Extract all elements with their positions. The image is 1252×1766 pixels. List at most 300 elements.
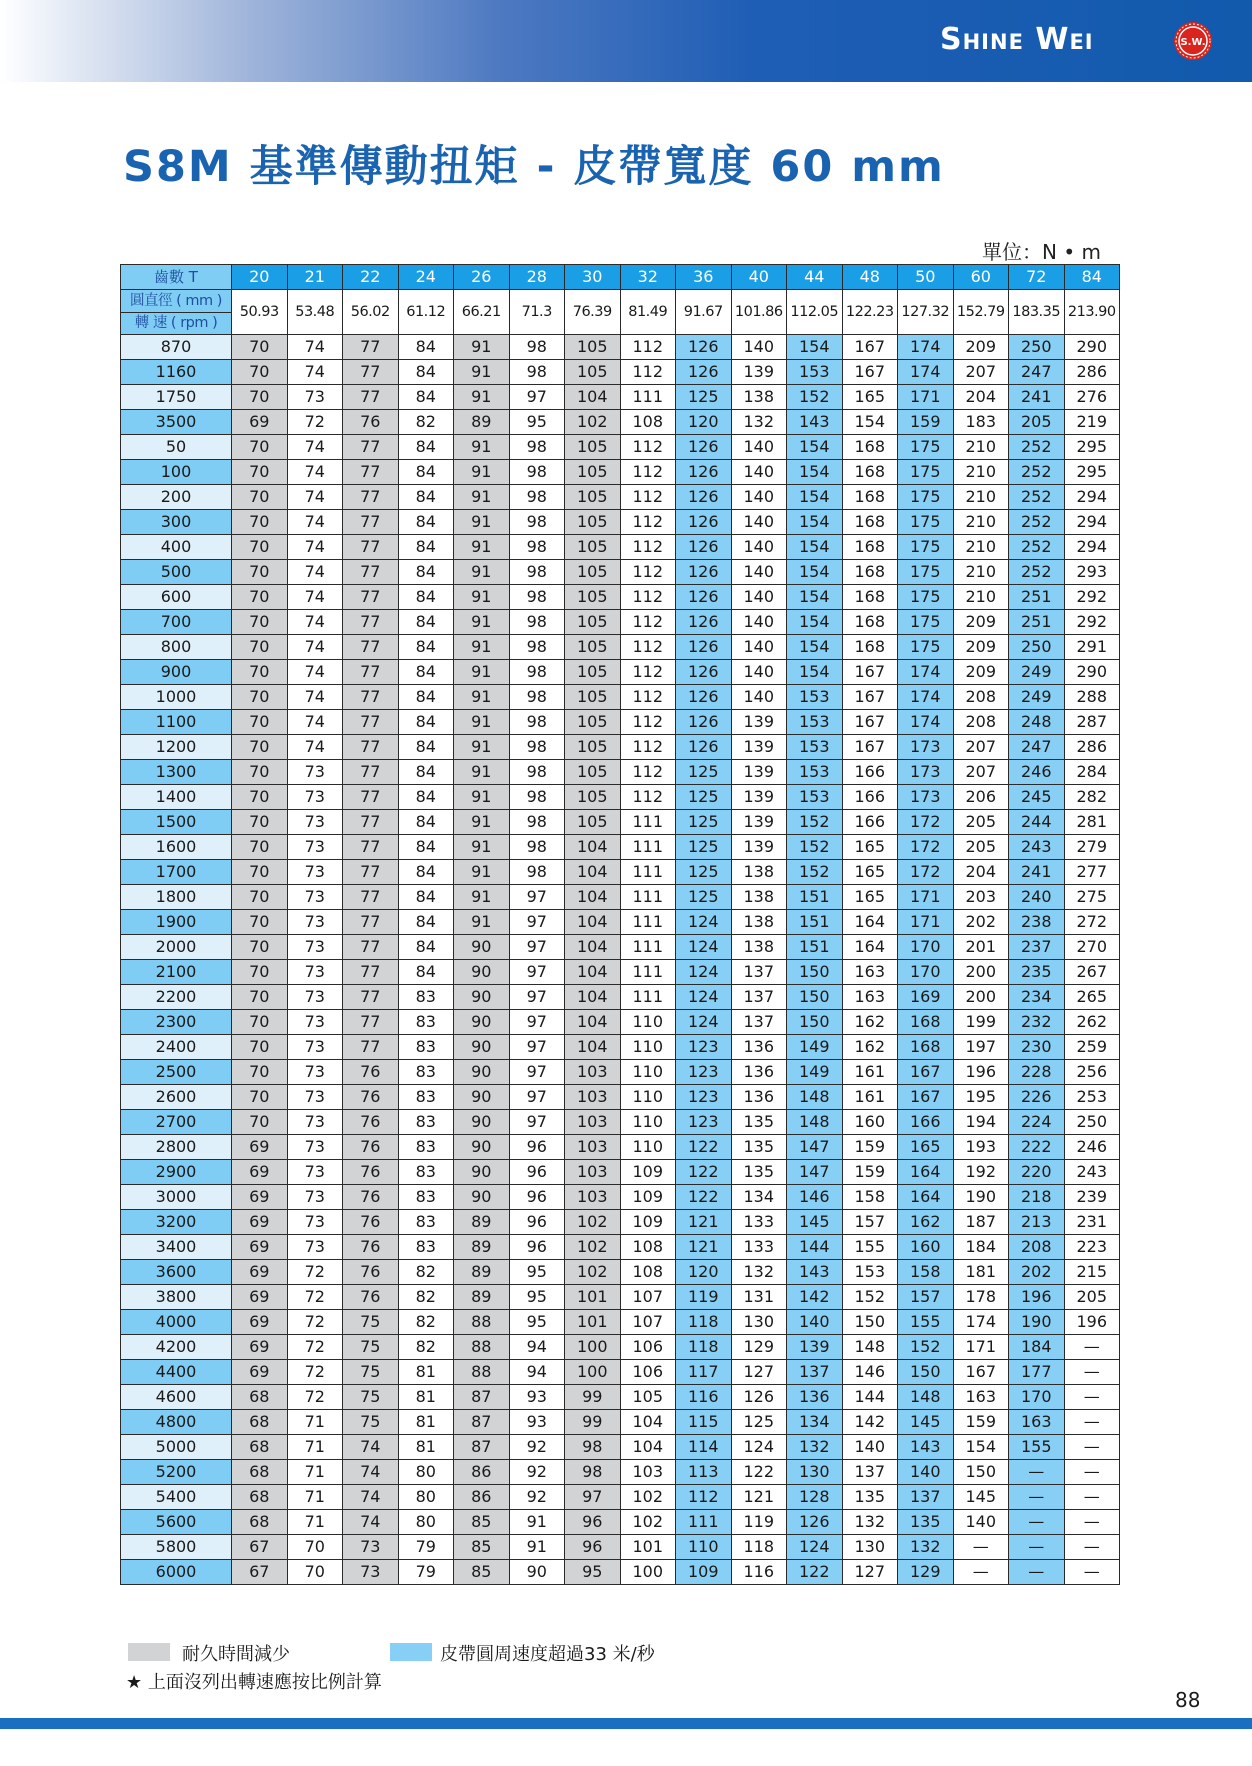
torque-cell: 83 (398, 1210, 454, 1235)
torque-cell: 96 (509, 1160, 565, 1185)
torque-cell: — (1009, 1485, 1065, 1510)
torque-cell: 83 (398, 1060, 454, 1085)
torque-cell: 164 (842, 910, 898, 935)
torque-cell: 112 (620, 710, 676, 735)
torque-cell: 124 (676, 960, 732, 985)
torque-cell: 86 (454, 1460, 510, 1485)
torque-cell: 69 (232, 1335, 288, 1360)
torque-cell: 73 (287, 1210, 343, 1235)
torque-cell: 207 (953, 360, 1009, 385)
rpm-cell: 1200 (121, 735, 232, 760)
torque-cell: 135 (898, 1510, 954, 1535)
torque-cell: 91 (454, 860, 510, 885)
torque-cell: 96 (509, 1235, 565, 1260)
torque-cell: 70 (232, 585, 288, 610)
torque-cell: 158 (898, 1260, 954, 1285)
torque-cell: 166 (898, 1110, 954, 1135)
torque-cell: 73 (287, 785, 343, 810)
torque-cell: — (953, 1560, 1009, 1585)
rpm-cell: 2000 (121, 935, 232, 960)
torque-cell: 152 (787, 810, 843, 835)
torque-cell: 104 (565, 935, 621, 960)
torque-cell: 83 (398, 1010, 454, 1035)
torque-cell: 122 (676, 1185, 732, 1210)
torque-cell: 148 (898, 1385, 954, 1410)
torque-cell: 168 (842, 535, 898, 560)
torque-cell: 69 (232, 1185, 288, 1210)
torque-cell: 100 (620, 1560, 676, 1585)
torque-cell: 70 (232, 1035, 288, 1060)
torque-cell: 105 (565, 535, 621, 560)
torque-cell: 82 (398, 1285, 454, 1310)
torque-cell: 126 (676, 735, 732, 760)
torque-cell: 84 (398, 460, 454, 485)
torque-cell: 152 (787, 860, 843, 885)
torque-cell: 136 (787, 1385, 843, 1410)
torque-cell: 76 (343, 1085, 399, 1110)
torque-table (120, 264, 1120, 1585)
torque-cell: — (1064, 1535, 1120, 1560)
table-row (121, 1035, 1120, 1060)
torque-cell: 174 (898, 335, 954, 360)
rpm-cell: 3600 (121, 1260, 232, 1285)
torque-cell: 102 (565, 410, 621, 435)
torque-cell: 84 (398, 485, 454, 510)
table-row (121, 1410, 1120, 1435)
torque-cell: 190 (1009, 1310, 1065, 1335)
torque-cell: 256 (1064, 1060, 1120, 1085)
torque-cell: 72 (287, 1285, 343, 1310)
table-row (121, 1435, 1120, 1460)
torque-cell: 199 (953, 1010, 1009, 1035)
rpm-cell: 400 (121, 535, 232, 560)
table-row (121, 635, 1120, 660)
torque-cell: 226 (1009, 1085, 1065, 1110)
torque-cell: 98 (509, 860, 565, 885)
teeth-cell: 20 (232, 265, 288, 290)
torque-cell: 253 (1064, 1085, 1120, 1110)
torque-cell: 72 (287, 1335, 343, 1360)
torque-cell: 252 (1009, 460, 1065, 485)
table-row (121, 1210, 1120, 1235)
torque-cell: 241 (1009, 860, 1065, 885)
torque-cell: 117 (676, 1360, 732, 1385)
torque-cell: 91 (454, 360, 510, 385)
torque-cell: 111 (620, 985, 676, 1010)
torque-cell: 90 (454, 1085, 510, 1110)
torque-cell: 103 (565, 1160, 621, 1185)
rpm-cell: 1600 (121, 835, 232, 860)
torque-cell: 276 (1064, 385, 1120, 410)
table-row (121, 760, 1120, 785)
diameter-cell: 127.32 (898, 290, 954, 335)
torque-cell: 69 (232, 1260, 288, 1285)
torque-cell: 228 (1009, 1060, 1065, 1085)
torque-cell: 91 (454, 460, 510, 485)
torque-cell: 73 (287, 1060, 343, 1085)
torque-cell: 125 (676, 860, 732, 885)
rpm-cell: 1400 (121, 785, 232, 810)
torque-cell: 173 (898, 760, 954, 785)
rpm-cell: 4600 (121, 1385, 232, 1410)
torque-cell: 252 (1009, 535, 1065, 560)
torque-cell: 97 (509, 1035, 565, 1060)
torque-cell: 112 (620, 435, 676, 460)
torque-cell: 73 (343, 1560, 399, 1585)
torque-cell: 250 (1009, 335, 1065, 360)
torque-cell: 281 (1064, 810, 1120, 835)
footnote: ★ 上面沒列出轉速應按比例計算 (126, 1672, 382, 1693)
torque-cell: 74 (287, 460, 343, 485)
torque-cell: 173 (898, 785, 954, 810)
torque-cell: 284 (1064, 760, 1120, 785)
torque-cell: 102 (620, 1510, 676, 1535)
torque-cell: 104 (565, 960, 621, 985)
diameter-cell: 122.23 (842, 290, 898, 335)
torque-cell: 80 (398, 1460, 454, 1485)
torque-cell: 81 (398, 1435, 454, 1460)
torque-cell: 95 (509, 1310, 565, 1335)
torque-cell: 96 (509, 1185, 565, 1210)
torque-cell: 259 (1064, 1035, 1120, 1060)
table-row (121, 535, 1120, 560)
torque-cell: 168 (842, 585, 898, 610)
torque-cell: 126 (676, 535, 732, 560)
torque-cell: 140 (731, 685, 787, 710)
torque-cell: 168 (842, 435, 898, 460)
torque-cell: 286 (1064, 360, 1120, 385)
torque-cell: — (1064, 1410, 1120, 1435)
torque-cell: 136 (731, 1085, 787, 1110)
torque-cell: 84 (398, 635, 454, 660)
torque-cell: 165 (842, 885, 898, 910)
torque-cell: 162 (842, 1035, 898, 1060)
table-row (121, 1260, 1120, 1285)
torque-cell: 73 (287, 960, 343, 985)
torque-cell: 94 (509, 1335, 565, 1360)
table-row (121, 985, 1120, 1010)
table-row (121, 1110, 1120, 1135)
torque-cell: 98 (509, 485, 565, 510)
torque-cell: 150 (953, 1460, 1009, 1485)
torque-cell: 70 (232, 635, 288, 660)
torque-cell: 84 (398, 935, 454, 960)
torque-cell: 84 (398, 735, 454, 760)
torque-cell: 98 (509, 810, 565, 835)
torque-cell: 157 (842, 1210, 898, 1235)
torque-cell: 83 (398, 1135, 454, 1160)
torque-cell: 97 (509, 1060, 565, 1085)
torque-cell: 166 (842, 760, 898, 785)
rpm-cell: 5400 (121, 1485, 232, 1510)
rpm-cell: 5800 (121, 1535, 232, 1560)
torque-cell: 159 (953, 1410, 1009, 1435)
torque-cell: 77 (343, 835, 399, 860)
torque-cell: 77 (343, 910, 399, 935)
torque-cell: 77 (343, 435, 399, 460)
torque-cell: 167 (842, 710, 898, 735)
torque-cell: 171 (898, 885, 954, 910)
torque-cell: 75 (343, 1410, 399, 1435)
torque-cell: 70 (232, 360, 288, 385)
brand-seal-icon (1172, 20, 1214, 62)
table-row (121, 1135, 1120, 1160)
torque-cell: 73 (287, 885, 343, 910)
table-row (121, 710, 1120, 735)
torque-cell: 76 (343, 1110, 399, 1135)
torque-cell: 91 (454, 885, 510, 910)
torque-cell: 167 (898, 1060, 954, 1085)
torque-cell: 87 (454, 1385, 510, 1410)
torque-cell: 124 (676, 935, 732, 960)
torque-cell: 98 (565, 1435, 621, 1460)
torque-cell: 84 (398, 560, 454, 585)
torque-cell: 79 (398, 1535, 454, 1560)
torque-cell: 148 (787, 1085, 843, 1110)
torque-cell: 105 (565, 710, 621, 735)
rpm-cell: 700 (121, 610, 232, 635)
torque-cell: 130 (787, 1460, 843, 1485)
torque-cell: 105 (565, 560, 621, 585)
torque-cell: 126 (676, 560, 732, 585)
torque-cell: 195 (953, 1085, 1009, 1110)
torque-cell: 68 (232, 1485, 288, 1510)
torque-cell: 91 (454, 510, 510, 535)
diameter-cell: 76.39 (565, 290, 621, 335)
torque-cell: — (1009, 1535, 1065, 1560)
torque-cell: 152 (787, 835, 843, 860)
torque-cell: 161 (842, 1060, 898, 1085)
torque-cell: 90 (454, 1060, 510, 1085)
torque-cell: 235 (1009, 960, 1065, 985)
torque-cell: 166 (842, 810, 898, 835)
torque-cell: 109 (676, 1560, 732, 1585)
diameter-cell: 183.35 (1009, 290, 1065, 335)
torque-cell: 137 (898, 1485, 954, 1510)
torque-cell: 293 (1064, 560, 1120, 585)
torque-cell: 74 (287, 535, 343, 560)
torque-cell: 112 (620, 485, 676, 510)
torque-cell: 105 (565, 510, 621, 535)
torque-cell: 138 (731, 910, 787, 935)
rpm-cell: 200 (121, 485, 232, 510)
torque-cell: 167 (842, 335, 898, 360)
torque-cell: 207 (953, 760, 1009, 785)
torque-cell: 192 (953, 1160, 1009, 1185)
torque-cell: 102 (565, 1260, 621, 1285)
torque-cell: 205 (1009, 410, 1065, 435)
rpm-cell: 2300 (121, 1010, 232, 1035)
torque-cell: 80 (398, 1485, 454, 1510)
torque-cell: 146 (842, 1360, 898, 1385)
torque-cell: 76 (343, 1260, 399, 1285)
torque-cell: 102 (565, 1210, 621, 1235)
torque-cell: 277 (1064, 860, 1120, 885)
table-row (121, 1010, 1120, 1035)
rpm-cell: 3200 (121, 1210, 232, 1235)
torque-cell: 77 (343, 810, 399, 835)
torque-cell: 125 (676, 760, 732, 785)
torque-cell: 98 (509, 660, 565, 685)
rpm-cell: 300 (121, 510, 232, 535)
torque-cell: 232 (1009, 1010, 1065, 1035)
torque-cell: 109 (620, 1185, 676, 1210)
torque-cell: 165 (842, 860, 898, 885)
torque-cell: 140 (731, 610, 787, 635)
torque-cell: 247 (1009, 360, 1065, 385)
torque-cell: 91 (454, 560, 510, 585)
torque-cell: 112 (620, 760, 676, 785)
rpm-cell: 4000 (121, 1310, 232, 1335)
torque-cell: 70 (232, 560, 288, 585)
header-bar (0, 0, 1252, 82)
torque-cell: 121 (731, 1485, 787, 1510)
torque-cell: — (1064, 1435, 1120, 1460)
torque-cell: 75 (343, 1360, 399, 1385)
torque-cell: 70 (232, 660, 288, 685)
torque-cell: 68 (232, 1460, 288, 1485)
torque-cell: 91 (454, 435, 510, 460)
torque-cell: 86 (454, 1485, 510, 1510)
torque-cell: 74 (287, 335, 343, 360)
torque-cell: 155 (842, 1235, 898, 1260)
torque-cell: 262 (1064, 1010, 1120, 1035)
torque-cell: 112 (620, 735, 676, 760)
legend-gray-swatch (128, 1643, 170, 1661)
torque-cell: 137 (731, 985, 787, 1010)
torque-cell: 124 (676, 1010, 732, 1035)
torque-cell: 73 (287, 935, 343, 960)
torque-cell: 112 (620, 660, 676, 685)
torque-cell: 73 (287, 1035, 343, 1060)
torque-cell: 183 (953, 410, 1009, 435)
rpm-cell: 6000 (121, 1560, 232, 1585)
torque-cell: 73 (287, 910, 343, 935)
torque-cell: 196 (1009, 1285, 1065, 1310)
rpm-cell: 3800 (121, 1285, 232, 1310)
torque-cell: 143 (898, 1435, 954, 1460)
table-row (121, 1235, 1120, 1260)
torque-cell: 123 (676, 1035, 732, 1060)
torque-cell: 110 (620, 1060, 676, 1085)
torque-cell: 72 (287, 1385, 343, 1410)
torque-cell: 165 (898, 1135, 954, 1160)
teeth-cell: 44 (787, 265, 843, 290)
torque-cell: — (1064, 1385, 1120, 1410)
torque-cell: 184 (1009, 1335, 1065, 1360)
torque-cell: 68 (232, 1410, 288, 1435)
torque-cell: 175 (898, 510, 954, 535)
torque-cell: 175 (898, 485, 954, 510)
torque-cell: 105 (565, 810, 621, 835)
torque-cell: 157 (898, 1285, 954, 1310)
torque-cell: 140 (787, 1310, 843, 1335)
torque-cell: 84 (398, 860, 454, 885)
torque-cell: 75 (343, 1385, 399, 1410)
diameter-row (121, 290, 1120, 335)
torque-cell: 70 (232, 1060, 288, 1085)
rpm-cell: 1500 (121, 810, 232, 835)
diameter-cell: 56.02 (343, 290, 399, 335)
table-row (121, 1335, 1120, 1360)
torque-cell: 187 (953, 1210, 1009, 1235)
torque-cell: 90 (454, 1135, 510, 1160)
diameter-cell: 71.3 (509, 290, 565, 335)
teeth-cell: 84 (1064, 265, 1120, 290)
torque-cell: 91 (454, 335, 510, 360)
torque-cell: 119 (731, 1510, 787, 1535)
legend-blue-label: 皮帶圓周速度超過33 米/秒 (440, 1644, 655, 1665)
diameter-cell: 61.12 (398, 290, 454, 335)
torque-cell: 125 (676, 785, 732, 810)
torque-cell: 210 (953, 435, 1009, 460)
torque-cell: 103 (565, 1085, 621, 1110)
torque-cell: 240 (1009, 885, 1065, 910)
torque-cell: 129 (898, 1560, 954, 1585)
torque-cell: 130 (731, 1310, 787, 1335)
torque-cell: 140 (731, 510, 787, 535)
torque-cell: 87 (454, 1410, 510, 1435)
torque-cell: 92 (509, 1485, 565, 1510)
torque-cell: 210 (953, 485, 1009, 510)
table-row (121, 1285, 1120, 1310)
torque-cell: 175 (898, 460, 954, 485)
table-row (121, 735, 1120, 760)
torque-cell: 244 (1009, 810, 1065, 835)
rpm-cell: 500 (121, 560, 232, 585)
table-row (121, 1510, 1120, 1535)
torque-cell: 154 (787, 610, 843, 635)
torque-cell: 275 (1064, 885, 1120, 910)
torque-cell: 245 (1009, 785, 1065, 810)
torque-cell: 243 (1009, 835, 1065, 860)
torque-cell: 139 (731, 785, 787, 810)
torque-cell: 118 (731, 1535, 787, 1560)
torque-cell: 126 (676, 360, 732, 385)
torque-cell: 91 (454, 735, 510, 760)
torque-cell: 91 (454, 660, 510, 685)
torque-cell: 170 (898, 960, 954, 985)
torque-cell: 70 (232, 385, 288, 410)
torque-cell: 76 (343, 1185, 399, 1210)
torque-cell: 125 (676, 835, 732, 860)
torque-cell: — (1064, 1485, 1120, 1510)
teeth-cell: 24 (398, 265, 454, 290)
torque-cell: 197 (953, 1035, 1009, 1060)
table-row (121, 1310, 1120, 1335)
torque-cell: 82 (398, 1260, 454, 1285)
rpm-cell: 800 (121, 635, 232, 660)
torque-cell: 178 (953, 1285, 1009, 1310)
torque-cell: 162 (898, 1210, 954, 1235)
torque-cell: 103 (565, 1185, 621, 1210)
torque-cell: 162 (842, 1010, 898, 1035)
torque-cell: 89 (454, 1260, 510, 1285)
torque-cell: 84 (398, 510, 454, 535)
brand-logo: Shine Wei (940, 22, 1094, 57)
torque-cell: 279 (1064, 835, 1120, 860)
torque-cell: 112 (620, 510, 676, 535)
torque-cell: 174 (953, 1310, 1009, 1335)
torque-cell: 252 (1009, 485, 1065, 510)
torque-cell: 81 (398, 1385, 454, 1410)
torque-cell: 76 (343, 1210, 399, 1235)
torque-cell: 150 (787, 960, 843, 985)
torque-cell: 125 (676, 885, 732, 910)
torque-cell: 126 (676, 485, 732, 510)
torque-cell: 167 (842, 685, 898, 710)
torque-cell: 172 (898, 860, 954, 885)
